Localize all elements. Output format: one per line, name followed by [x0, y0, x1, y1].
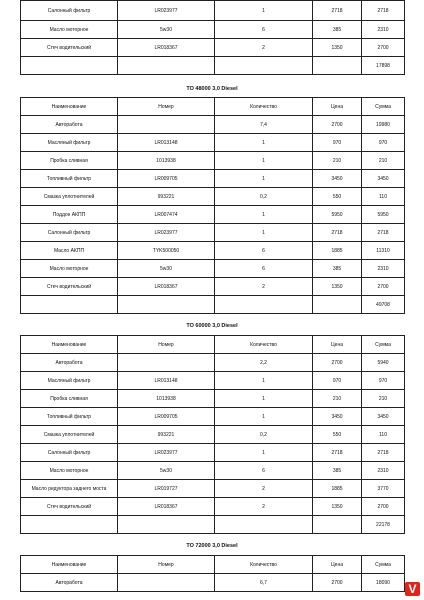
section-title: ТО 72000 3,0 Diesel [186, 543, 238, 549]
cell-quantity: 1 [215, 224, 313, 242]
cell-name: Стеч водительский [21, 39, 118, 57]
cell-number [118, 574, 215, 592]
cell-number: 993221 [118, 426, 215, 444]
cell-sum: 2310 [362, 21, 405, 39]
cell-price: 2718 [313, 444, 362, 462]
cell-quantity: 1 [215, 206, 313, 224]
table-row [21, 242, 405, 260]
cell-number: LR023977 [118, 444, 215, 462]
cell-sum: 2718 [362, 224, 405, 242]
cell-quantity: 2 [215, 480, 313, 498]
cell-sum: 11310 [362, 242, 405, 260]
table-row [21, 21, 405, 39]
header-sum: Сумма [362, 556, 405, 574]
section-title: ТО 60000 3,0 Diesel [186, 323, 238, 329]
cell-sum: 2310 [362, 260, 405, 278]
cell-price: 3450 [313, 170, 362, 188]
total-row [21, 57, 405, 75]
cell-quantity: 1 [215, 170, 313, 188]
cell-total: 17898 [362, 57, 405, 75]
logo-letter: V [408, 582, 417, 596]
cell-quantity: 0,2 [215, 188, 313, 206]
table-row [21, 390, 405, 408]
cell-sum: 110 [362, 188, 405, 206]
header-row [21, 98, 405, 116]
cell-name: Масло редуктора заднего моста [21, 480, 118, 498]
cell-name: Стеч водительский [21, 278, 118, 296]
table-row [21, 426, 405, 444]
cell-number: LR018367 [118, 278, 215, 296]
header-price: Цена [313, 98, 362, 116]
cell-price: 385 [313, 462, 362, 480]
header-name: Наименование [21, 98, 118, 116]
parts-table-72000 [20, 555, 405, 592]
cell-price: 2700 [313, 116, 362, 134]
cell-number: LR013148 [118, 372, 215, 390]
cell-quantity: 7,4 [215, 116, 313, 134]
cell-name: Топливный фильтр [21, 170, 118, 188]
table-row [21, 224, 405, 242]
table-row [21, 372, 405, 390]
cell-price: 385 [313, 260, 362, 278]
cell-number: TYK500050 [118, 242, 215, 260]
cell-quantity: 2 [215, 278, 313, 296]
cell-sum: 2718 [362, 444, 405, 462]
header-sum: Сумма [362, 336, 405, 354]
header-row [21, 556, 405, 574]
header-price: Цена [313, 336, 362, 354]
cell-number: 1013938 [118, 152, 215, 170]
cell-quantity: 1 [215, 390, 313, 408]
cell-price: 385 [313, 21, 362, 39]
cell-name: Авторабота [21, 354, 118, 372]
table-row [21, 188, 405, 206]
cell-name: Масло моторное [21, 21, 118, 39]
cell-sum: 970 [362, 372, 405, 390]
cell-quantity: 1 [215, 408, 313, 426]
cell-total: 49708 [362, 296, 405, 314]
parts-table-48000 [20, 97, 405, 314]
cell-sum: 3770 [362, 480, 405, 498]
table-row [21, 498, 405, 516]
cell-name: Топливный фильтр [21, 408, 118, 426]
cell-number: 993221 [118, 188, 215, 206]
cell-price: 2718 [313, 224, 362, 242]
cell-price: 1350 [313, 278, 362, 296]
cell-price: 1350 [313, 498, 362, 516]
cell-price: 5950 [313, 206, 362, 224]
cell-sum: 210 [362, 152, 405, 170]
cell-sum: 3450 [362, 408, 405, 426]
cell-name: Стеч водительский [21, 498, 118, 516]
total-row [21, 296, 405, 314]
table-row [21, 170, 405, 188]
cell-number: LR023977 [118, 1, 215, 21]
header-row [21, 336, 405, 354]
table-row [21, 39, 405, 57]
header-number: Номер [118, 556, 215, 574]
cell-number: LR018367 [118, 39, 215, 57]
cell-price: 2700 [313, 574, 362, 592]
cell-number: LR009705 [118, 170, 215, 188]
cell-sum: 970 [362, 134, 405, 152]
header-sum: Сумма [362, 98, 405, 116]
cell-sum: 2700 [362, 498, 405, 516]
table-row [21, 206, 405, 224]
cell-sum: 3450 [362, 170, 405, 188]
cell-name: Масло моторное [21, 260, 118, 278]
cell-name: Смазка уплотнителей [21, 426, 118, 444]
cell-number: 5w30 [118, 462, 215, 480]
table-row [21, 152, 405, 170]
cell-price: 2700 [313, 354, 362, 372]
header-name: Наименование [21, 556, 118, 574]
table-row [21, 444, 405, 462]
cell-sum: 5950 [362, 206, 405, 224]
table-row [21, 462, 405, 480]
cell-sum: 2700 [362, 278, 405, 296]
cell-number: 5w30 [118, 260, 215, 278]
header-name: Наименование [21, 336, 118, 354]
cell-name: Пробка сливная [21, 390, 118, 408]
cell-name: Масло моторное [21, 462, 118, 480]
parts-table-60000 [20, 335, 405, 534]
cell-sum: 2718 [362, 1, 405, 21]
cell-quantity: 6 [215, 21, 313, 39]
cell-number: LR023977 [118, 224, 215, 242]
cell-quantity: 2 [215, 498, 313, 516]
cell-number: LR019727 [118, 480, 215, 498]
cell-number: LR013148 [118, 134, 215, 152]
table-row [21, 574, 405, 592]
cell-quantity: 1 [215, 1, 313, 21]
cell-quantity: 0,2 [215, 426, 313, 444]
cell-quantity: 6 [215, 242, 313, 260]
cell-price: 550 [313, 188, 362, 206]
cell-quantity: 6 [215, 260, 313, 278]
cell-number [118, 116, 215, 134]
cell-quantity: 6,7 [215, 574, 313, 592]
cell-quantity: 2,2 [215, 354, 313, 372]
cell-sum: 18090 [362, 574, 405, 592]
cell-quantity: 1 [215, 134, 313, 152]
cell-sum: 2700 [362, 39, 405, 57]
cell-number [118, 354, 215, 372]
table-row [21, 408, 405, 426]
cell-number: 5w30 [118, 21, 215, 39]
parts-table-continued [20, 0, 405, 75]
cell-quantity: 6 [215, 462, 313, 480]
cell-price: 1350 [313, 39, 362, 57]
cell-price: 1885 [313, 480, 362, 498]
table-row [21, 278, 405, 296]
cell-price: 970 [313, 134, 362, 152]
cell-name: Масляный фильтр [21, 134, 118, 152]
cell-name: Масляный фильтр [21, 372, 118, 390]
cell-total: 22178 [362, 516, 405, 534]
table-row [21, 1, 405, 21]
cell-quantity: 1 [215, 372, 313, 390]
cell-price: 3450 [313, 408, 362, 426]
cell-price: 210 [313, 390, 362, 408]
header-number: Номер [118, 336, 215, 354]
cell-sum: 5940 [362, 354, 405, 372]
total-row [21, 516, 405, 534]
cell-sum: 210 [362, 390, 405, 408]
table-row [21, 260, 405, 278]
cell-number: LR009705 [118, 408, 215, 426]
cell-price: 1885 [313, 242, 362, 260]
cell-quantity: 2 [215, 39, 313, 57]
header-quantity: Количество [215, 556, 313, 574]
cell-price: 2718 [313, 1, 362, 21]
cell-number: LR007474 [118, 206, 215, 224]
header-quantity: Количество [215, 98, 313, 116]
cell-quantity: 1 [215, 444, 313, 462]
cell-sum: 110 [362, 426, 405, 444]
header-number: Номер [118, 98, 215, 116]
cell-number: LR018367 [118, 498, 215, 516]
cell-name: Пробка сливная [21, 152, 118, 170]
site-logo [405, 582, 420, 596]
cell-price: 970 [313, 372, 362, 390]
table-row [21, 354, 405, 372]
table-row [21, 480, 405, 498]
cell-name: Салонный фильтр [21, 1, 118, 21]
cell-name: Салонный фильтр [21, 224, 118, 242]
cell-sum: 19980 [362, 116, 405, 134]
cell-name: Авторабота [21, 116, 118, 134]
header-price: Цена [313, 556, 362, 574]
cell-quantity: 1 [215, 152, 313, 170]
cell-name: Смазка уплотнителей [21, 188, 118, 206]
table-row [21, 134, 405, 152]
section-title: ТО 48000 3,0 Diesel [186, 86, 238, 92]
cell-name: Масло АКПП [21, 242, 118, 260]
cell-name: Поддон АКПП [21, 206, 118, 224]
cell-sum: 2310 [362, 462, 405, 480]
cell-name: Авторабота [21, 574, 118, 592]
table-row [21, 116, 405, 134]
cell-price: 210 [313, 152, 362, 170]
cell-name: Салонный фильтр [21, 444, 118, 462]
header-quantity: Количество [215, 336, 313, 354]
cell-price: 550 [313, 426, 362, 444]
cell-number: 1013938 [118, 390, 215, 408]
